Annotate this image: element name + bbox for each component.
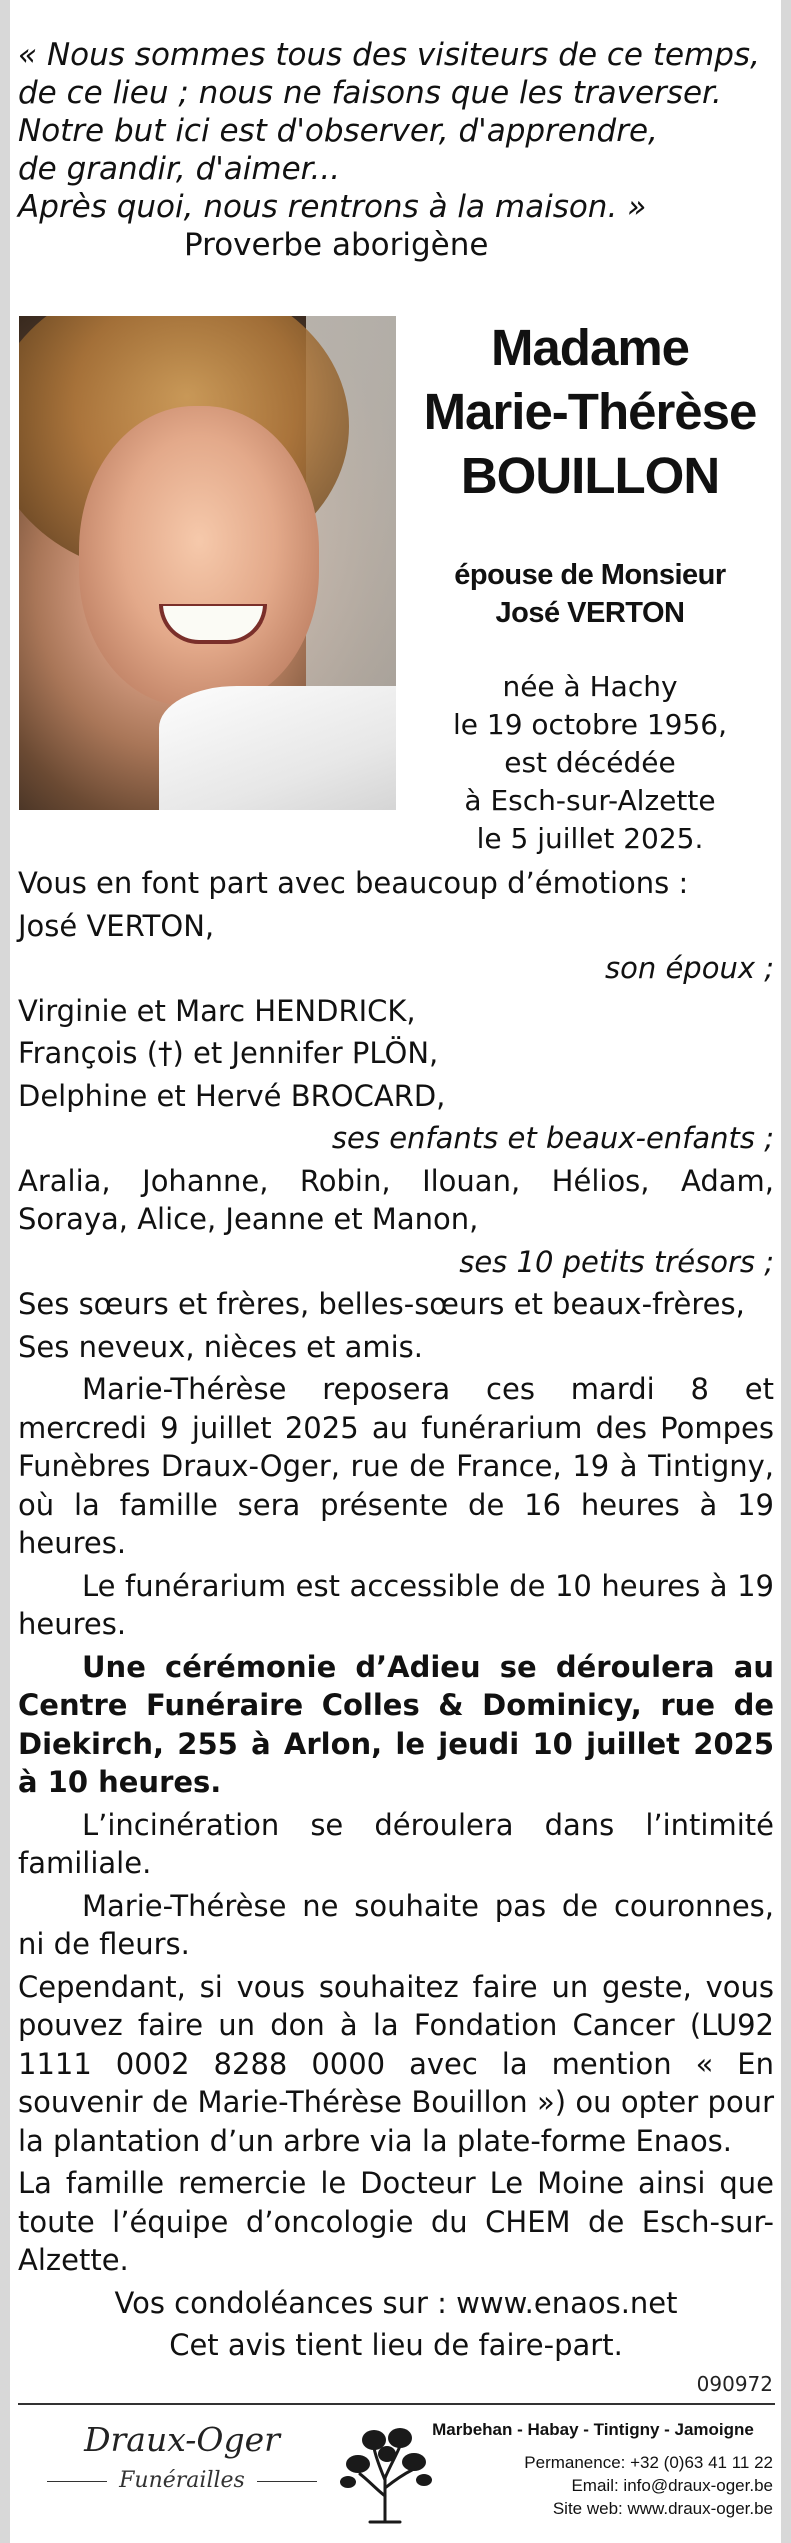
email: Email: info@draux-oger.be	[571, 2476, 773, 2495]
quote-line: « Nous sommes tous des visiteurs de ce temps,	[18, 37, 760, 73]
locations: Marbehan - Habay - Tintigny - Jamoigne	[432, 2420, 754, 2439]
spouse-name: José VERTON,	[18, 908, 215, 943]
nephews-line: Ses neveux, nièces et amis.	[18, 1329, 424, 1364]
birth-line: née à Hachy	[502, 670, 678, 703]
deceased-title: Madame	[490, 319, 690, 376]
grandchildren-names: Aralia, Johanne, Robin, Ilouan, Hélios, Adam, Soraya, Alice, Jeanne et Manon,	[18, 1163, 774, 1236]
siblings-line: Ses sœurs et frères, belles-sœurs et beaux-frères,	[18, 1287, 745, 1321]
thanks-info: La famille remercie le Docteur Le Moine ainsi que toute l’équipe d’oncologie du CHEM de Esch-sur-Alzette.	[18, 2166, 774, 2277]
family-intro: Vous en font part avec beaucoup d’émotions :	[18, 866, 689, 900]
spouse-line: José VERTON	[495, 597, 685, 629]
condolences-line: Vos condoléances sur : www.enaos.net	[114, 2285, 678, 2320]
quote-line: Notre but ici est d'observer, d'apprendre,	[18, 113, 658, 149]
donation-info: Cependant, si vous souhaitez faire un geste, vous pouvez faire un don à la Fondation Cancer (LU92 1111 0002 8288 0000 avec la mention « En souvenir de Marie-Thérèse Bouillon ») ou opter pour la plantation d’un arbre via la plate-forme Enaos.	[18, 1969, 774, 2158]
children-role: ses enfants et beaux-enfants ;	[331, 1121, 774, 1155]
flowers-info: Marie-Thérèse ne souhaite pas de couronnes, ni de fleurs.	[18, 1888, 774, 1961]
epigraph-quote	[18, 36, 758, 264]
grandchildren-role: ses 10 petits trésors ;	[459, 1244, 774, 1279]
funerarium-access: Le funérarium est accessible de 10 heures à 19 heures.	[18, 1568, 774, 1641]
portrait-photo	[19, 316, 396, 810]
birth-line: le 5 juillet 2025.	[476, 822, 704, 855]
quote-line: Après quoi, nous rentrons à la maison. »	[18, 189, 647, 225]
funeral-home-logo	[32, 2420, 332, 2496]
brand-subtitle: Funérailles	[32, 2466, 332, 2496]
deceased-surname: BOUILLON	[460, 447, 720, 504]
deceased-first-names: Marie-Thérèse	[423, 383, 757, 440]
page-border-right	[781, 0, 791, 2543]
birth-line: le 19 octobre 1956,	[452, 708, 728, 741]
quote-line: de grandir, d'aimer...	[18, 151, 341, 187]
notice-line: Cet avis tient lieu de faire-part.	[169, 2328, 623, 2362]
spouse-info	[405, 556, 775, 632]
spouse-line: épouse de Monsieur	[454, 559, 726, 591]
reference-number: 090972	[696, 2372, 773, 2396]
contact-block	[413, 2418, 773, 2520]
child-line: Delphine et Hervé BROCARD,	[18, 1078, 446, 1113]
ceremony-info: Une cérémonie d’Adieu se déroulera au Centre Funéraire Colles & Dominicy, rue de Diekirch, 255 à Arlon, le jeudi 10 juillet 2025 à 10 heures.	[18, 1649, 774, 1799]
website: Site web: www.draux-oger.be	[552, 2499, 773, 2518]
spouse-role: son époux ;	[605, 951, 774, 985]
quote-author: Proverbe aborigène	[184, 227, 489, 263]
cremation-info: L’incinération se déroulera dans l’intimité familiale.	[18, 1807, 774, 1880]
birth-line: à Esch-sur-Alzette	[464, 784, 716, 817]
page-border-left	[0, 0, 10, 2543]
quote-line: de ce lieu ; nous ne faisons que les traverser.	[18, 75, 722, 111]
child-line: François (†) et Jennifer PLÖN,	[18, 1036, 439, 1070]
birth-line: est décédée	[504, 746, 676, 779]
rest-info: Marie-Thérèse reposera ces mardi 8 et mercredi 9 juillet 2025 au funérarium des Pompes Funèbres Draux-Oger, rue de France, 19 à Tintigny, où la famille sera présente de 16 heures à 19 heures.	[18, 1372, 774, 1560]
brand-name: Draux-Oger	[84, 2420, 280, 2459]
phone: Permanence: +32 (0)63 41 11 22	[524, 2453, 773, 2472]
announcement-body	[18, 864, 774, 2369]
child-line: Virginie et Marc HENDRICK,	[18, 993, 416, 1028]
birth-death-info	[405, 668, 775, 858]
footer-divider	[18, 2403, 775, 2405]
